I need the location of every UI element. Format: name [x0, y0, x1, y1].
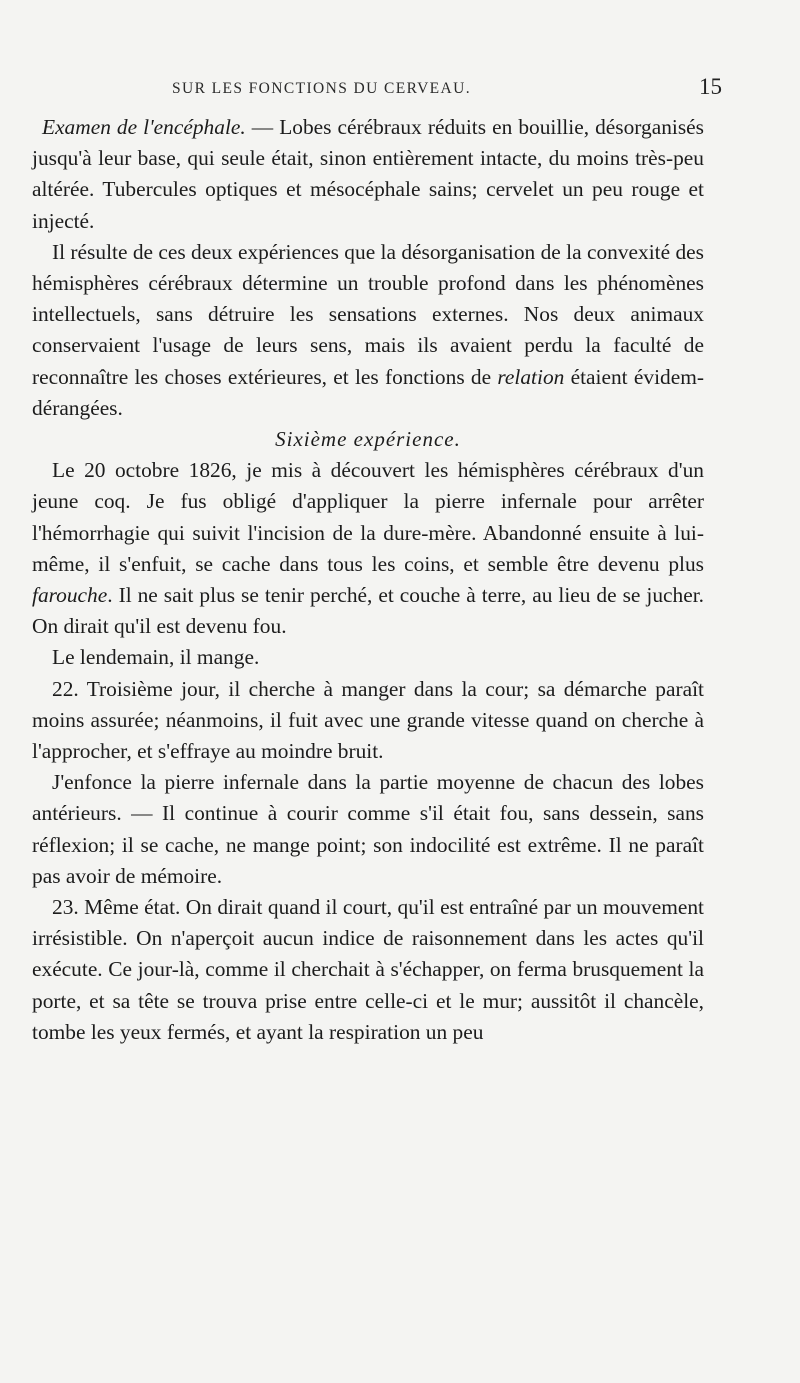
body-text	[32, 112, 704, 1048]
paragraph-lendemain: Le lendemain, il mange.	[52, 645, 260, 670]
paragraph-day-22: 22. Troisième jour, il cherche à manger dans la cour; sa démarche paraît moins assurée; néanmoins, il fuit avec une grande vitesse quand on cherche à l'approcher, et s'effraye au moindre bruit.	[32, 676, 704, 764]
emphasis-farouche: farouche	[32, 583, 108, 608]
page-number: 15	[699, 74, 722, 99]
paragraph-text: Le 20 octobre 1826, je mis à découvert les hémisphères cérébraux d'un jeune coq. Je fus obligé d'appliquer la pierre infernale pour arrêter l'hémorrhagie qui suivit l'incision de la dure-mère. Abandonné ensuite à lui-même, il s'enfuit, se cache dans tous les coins, et semble être devenu plus	[32, 458, 704, 576]
paragraph-conclusion	[32, 237, 704, 424]
paragraph-text-end: . Il ne sait plus se tenir perché, et couche à terre, au lieu de se jucher. On dirait qu'il est devenu fou.	[32, 583, 704, 639]
italic-lead: Examen de l'encéphale.	[42, 115, 246, 139]
emphasis-relation: relation	[497, 364, 565, 389]
paragraph-experiment	[32, 455, 704, 642]
paragraph-text-end: étaient évidem-dérangées.	[32, 364, 704, 420]
running-title: SUR LES FONCTIONS DU CERVEAU.	[172, 80, 472, 97]
paragraph-text: Il résulte de ces deux expériences que la désorganisation de la convexité des hémisphères cérébraux détermine un trouble profond dans les phénomènes intellectuels, sans détruire les sensations externes. Nos deux animaux conservaient l'usage de leurs sens, mais ils avaient perdu la faculté de reconnaître les choses extérieures, et les fonctions de	[32, 239, 704, 389]
page-header	[32, 74, 722, 104]
paragraph-text: — Lobes cérébraux réduits en bouillie, désorganisés jusqu'à leur base, qui seule était, sinon entièrement intacte, du moins très-peu altérée. Tubercules optiques et mésocéphale sains; cervelet un peu rouge et injecté.	[32, 115, 704, 233]
paragraph-day-23: 23. Même état. On dirait quand il court, qu'il est entraîné par un mouvement irrésistible. On n'aperçoit aucun indice de raisonnement dans les actes qu'il exécute. Ce jour-là, comme il cherchait à s'échapper, on ferma brusquement la porte, et sa tête se trouva prise entre celle-ci et le mur; aussitôt il chancèle, tombe les yeux fermés, et ayant la respiration un peu	[32, 895, 704, 1044]
section-heading: Sixième expérience.	[275, 427, 461, 452]
paragraph-examen	[32, 112, 704, 237]
paragraph-pierre-infernale: J'enfonce la pierre infernale dans la partie moyenne de chacun des lobes antérieurs. — Il continue à courir comme s'il était fou, sans dessein, sans réflexion; il se cache, ne mange point; son indocilité est extrême. Il ne paraît pas avoir de mémoire.	[32, 770, 704, 888]
